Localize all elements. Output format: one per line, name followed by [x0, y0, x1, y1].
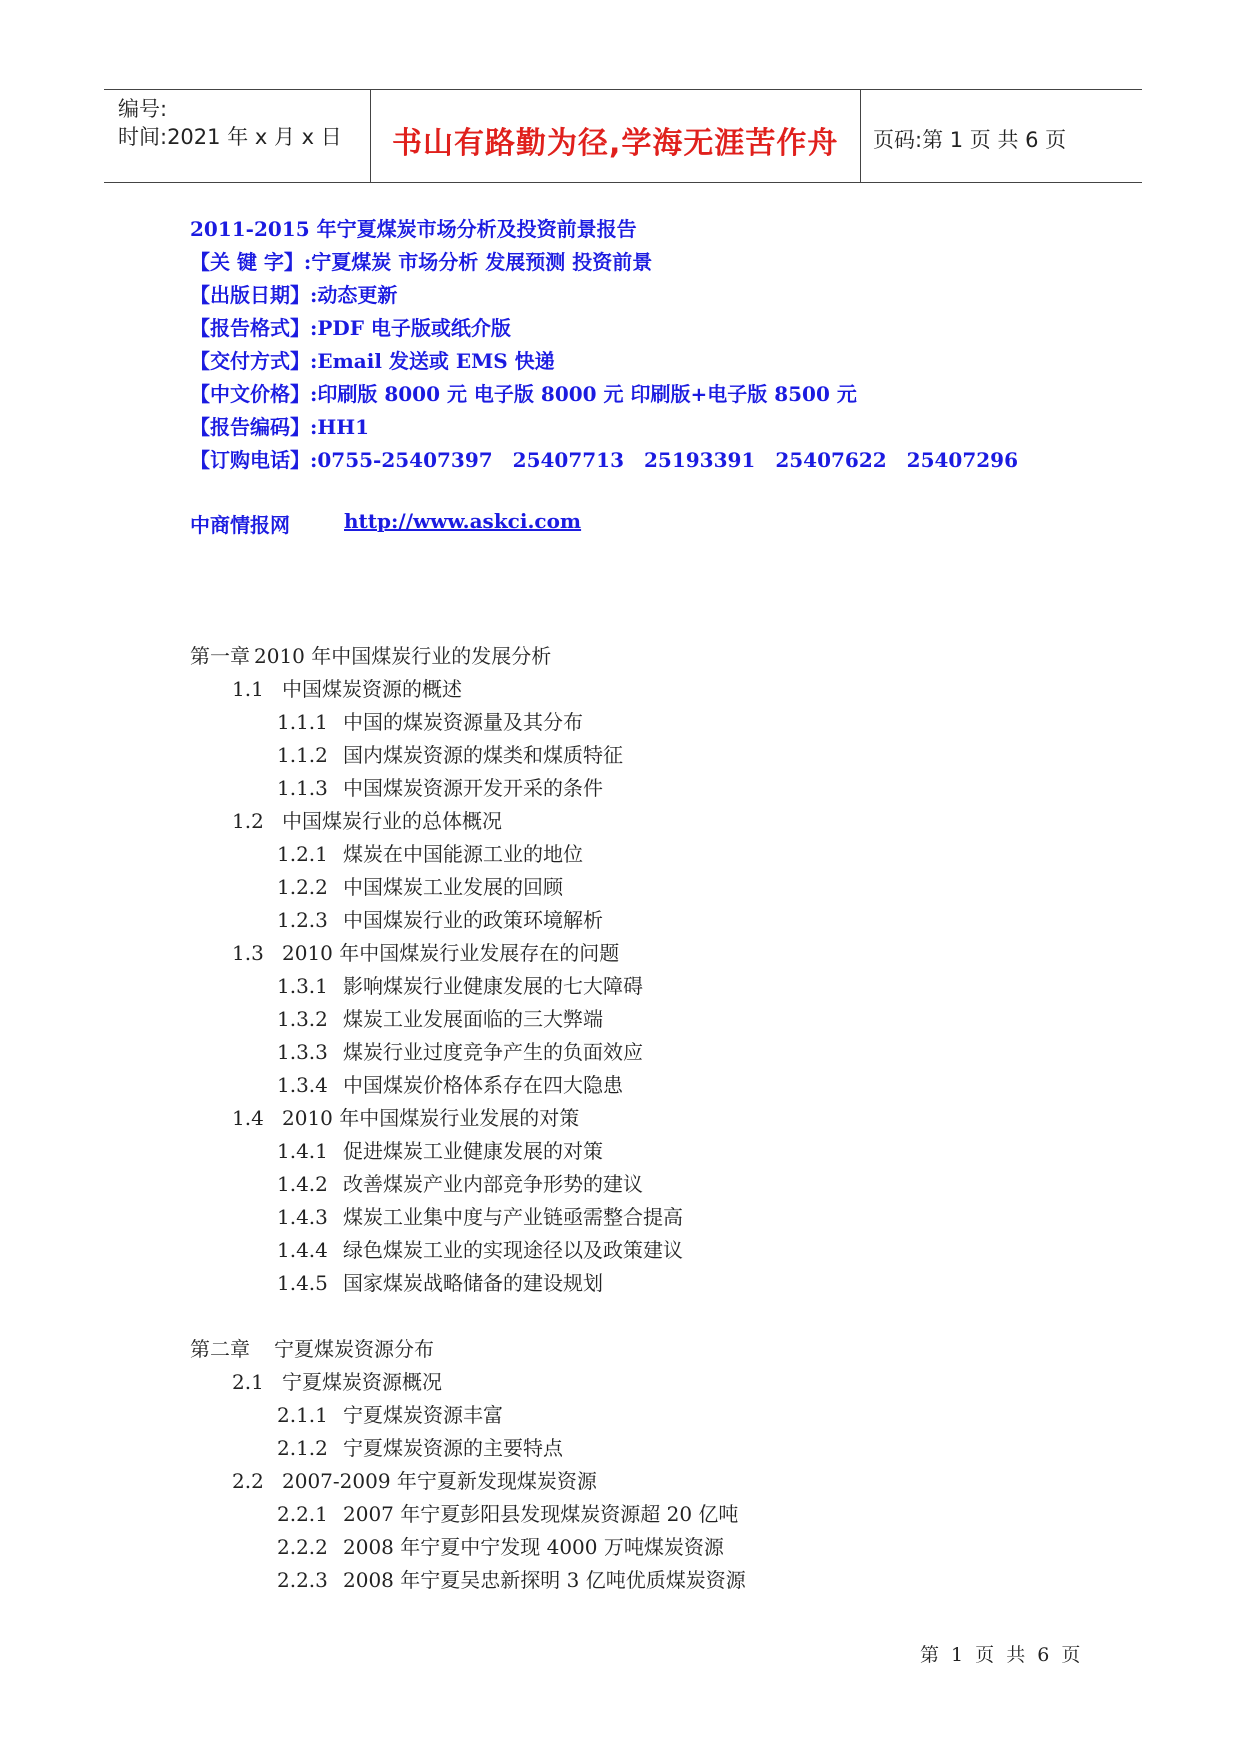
toc-title: 中国煤炭价格体系存在四大隐患: [343, 1073, 623, 1097]
table-of-contents: [190, 640, 746, 1597]
toc-title: 影响煤炭行业健康发展的七大障碍: [343, 974, 643, 998]
toc-subsection: [190, 871, 746, 904]
toc-subsection: [190, 739, 746, 772]
toc-subsection: [190, 838, 746, 871]
toc-title: 2010 年中国煤炭行业的发展分析: [254, 644, 552, 668]
toc-number: 1.1.3: [277, 776, 328, 800]
toc-number: 1.4.4: [277, 1238, 328, 1262]
toc-section: [190, 1465, 746, 1498]
toc-title: 煤炭在中国能源工业的地位: [343, 842, 583, 866]
toc-chapter: [190, 1333, 746, 1366]
toc-title: 中国的煤炭资源量及其分布: [343, 710, 583, 734]
toc-number: 2.2.2: [277, 1535, 328, 1559]
toc-subsection: [190, 1531, 746, 1564]
toc-title: 中国煤炭工业发展的回顾: [343, 875, 563, 899]
report-price: 【中文价格】:印刷版 8000 元 电子版 8000 元 印刷版+电子版 8500 元: [190, 382, 857, 406]
toc-number: 1.2: [232, 809, 264, 833]
toc-number: 2.1.2: [277, 1436, 328, 1460]
toc-subsection: [190, 1069, 746, 1102]
toc-subsection: [190, 1432, 746, 1465]
toc-title: 国内煤炭资源的煤类和煤质特征: [343, 743, 623, 767]
toc-number: 1.2.1: [277, 842, 328, 866]
toc-number: 2.1.1: [277, 1403, 328, 1427]
toc-section: [190, 1102, 746, 1135]
toc-subsection: [190, 1135, 746, 1168]
toc-section: [190, 937, 746, 970]
toc-number: 1.2.2: [277, 875, 328, 899]
toc-subsection: [190, 904, 746, 937]
header-divider-left: [370, 89, 371, 183]
toc-title: 中国煤炭行业的政策环境解析: [343, 908, 603, 932]
toc-number: 1.3.4: [277, 1073, 328, 1097]
toc-subsection: [190, 1234, 746, 1267]
report-format: 【报告格式】:PDF 电子版或纸介版: [190, 316, 511, 340]
toc-number: 第一章: [190, 644, 250, 668]
toc-title: 2010 年中国煤炭行业发展存在的问题: [282, 941, 620, 965]
header-bottom-rule: [104, 182, 1142, 183]
toc-title: 宁夏煤炭资源分布: [254, 1337, 434, 1361]
toc-number: 1.2.3: [277, 908, 328, 932]
toc-number: 1.4.3: [277, 1205, 328, 1229]
toc-subsection: [190, 1201, 746, 1234]
header-number-label: 编号:: [118, 97, 168, 121]
toc-title: 2007 年宁夏彭阳县发现煤炭资源超 20 亿吨: [343, 1502, 739, 1526]
report-title: 2011-2015 年宁夏煤炭市场分析及投资前景报告: [190, 217, 637, 241]
toc-number: 1.4.1: [277, 1139, 328, 1163]
toc-subsection: [190, 1003, 746, 1036]
toc-title: 煤炭行业过度竞争产生的负面效应: [343, 1040, 643, 1064]
toc-title: 煤炭工业发展面临的三大弊端: [343, 1007, 603, 1031]
toc-title: 煤炭工业集中度与产业链亟需整合提高: [343, 1205, 683, 1229]
toc-section: [190, 805, 746, 838]
toc-spacer: [190, 1300, 746, 1333]
toc-number: 2.2: [232, 1469, 264, 1493]
toc-title: 宁夏煤炭资源丰富: [343, 1403, 503, 1427]
toc-number: 1.3.1: [277, 974, 328, 998]
toc-number: 1.3.2: [277, 1007, 328, 1031]
toc-title: 促进煤炭工业健康发展的对策: [343, 1139, 603, 1163]
toc-subsection: [190, 706, 746, 739]
toc-title: 国家煤炭战略储备的建设规划: [343, 1271, 603, 1295]
toc-number: 1.4.2: [277, 1172, 328, 1196]
toc-title: 2007-2009 年宁夏新发现煤炭资源: [282, 1469, 597, 1493]
toc-title: 2010 年中国煤炭行业发展的对策: [282, 1106, 580, 1130]
toc-title: 中国煤炭资源开发开采的条件: [343, 776, 603, 800]
toc-number: 2.2.1: [277, 1502, 328, 1526]
header-divider-right: [860, 89, 861, 183]
toc-subsection: [190, 1168, 746, 1201]
toc-number: 1.3.3: [277, 1040, 328, 1064]
toc-number: 1.1.1: [277, 710, 328, 734]
report-publish-date: 【出版日期】:动态更新: [190, 283, 398, 307]
toc-title: 2008 年宁夏中宁发现 4000 万吨煤炭资源: [343, 1535, 724, 1559]
header-motto: 书山有路勤为径,学海无涯苦作舟: [392, 126, 839, 161]
toc-title: 中国煤炭资源的概述: [282, 677, 462, 701]
report-keywords: 【关 键 字】:宁夏煤炭 市场分析 发展预测 投资前景: [190, 250, 653, 274]
site-url-link[interactable]: http://www.askci.com: [344, 509, 582, 533]
toc-subsection: [190, 970, 746, 1003]
toc-title: 中国煤炭行业的总体概况: [282, 809, 502, 833]
toc-subsection: [190, 772, 746, 805]
toc-number: 1.1: [232, 677, 264, 701]
toc-title: 改善煤炭产业内部竞争形势的建议: [343, 1172, 643, 1196]
toc-title: 绿色煤炭工业的实现途径以及政策建议: [343, 1238, 683, 1262]
toc-number: 1.3: [232, 941, 264, 965]
report-code: 【报告编码】:HH1: [190, 415, 370, 439]
report-info: [190, 213, 1018, 477]
toc-number: 第二章: [190, 1337, 250, 1361]
toc-chapter: [190, 640, 746, 673]
toc-number: 1.4: [232, 1106, 264, 1130]
toc-subsection: [190, 1498, 746, 1531]
toc-title: 宁夏煤炭资源的主要特点: [343, 1436, 563, 1460]
toc-subsection: [190, 1564, 746, 1597]
toc-section: [190, 673, 746, 706]
page-footer: 第 1 页 共 6 页: [920, 1644, 1084, 1666]
toc-title: 宁夏煤炭资源概况: [282, 1370, 442, 1394]
toc-subsection: [190, 1267, 746, 1300]
toc-subsection: [190, 1036, 746, 1069]
site-name: 中商情报网: [190, 513, 290, 537]
toc-number: 1.4.5: [277, 1271, 328, 1295]
header-top-rule: [104, 89, 1142, 90]
toc-section: [190, 1366, 746, 1399]
report-delivery: 【交付方式】:Email 发送或 EMS 快递: [190, 349, 555, 373]
toc-title: 2008 年宁夏吴忠新探明 3 亿吨优质煤炭资源: [343, 1568, 746, 1592]
toc-number: 2.1: [232, 1370, 264, 1394]
header-time-label: 时间:2021 年 x 月 x 日: [118, 125, 342, 149]
toc-subsection: [190, 1399, 746, 1432]
toc-number: 2.2.3: [277, 1568, 328, 1592]
report-phone: 【订购电话】:0755-25407397 25407713 25193391 25407622 25407296: [190, 448, 1018, 472]
toc-number: 1.1.2: [277, 743, 328, 767]
header-page-label: 页码:第 1 页 共 6 页: [873, 128, 1067, 152]
